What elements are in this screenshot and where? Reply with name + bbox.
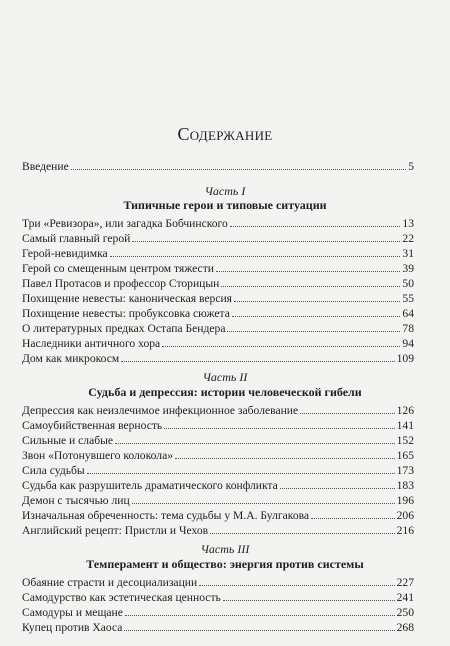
part-label: Часть II bbox=[202, 370, 248, 384]
toc-entry-page: 196 bbox=[396, 494, 414, 507]
toc-entry-label: Герой со смещенным центром тяжести bbox=[22, 262, 214, 275]
toc-entry-label: Купец против Хаоса bbox=[22, 621, 123, 634]
toc-entry[interactable] bbox=[22, 522, 414, 537]
toc-entry[interactable] bbox=[22, 589, 414, 604]
toc-entry-label: Судьба как разрушитель драматического конфликта bbox=[22, 479, 278, 492]
toc-entry-label: Демон с тысячью лиц bbox=[22, 494, 130, 507]
dot-leader bbox=[132, 230, 400, 242]
toc-entry[interactable] bbox=[22, 402, 414, 417]
toc-entry-label: Герой-невидимка bbox=[22, 247, 108, 260]
toc-entry-page: 78 bbox=[402, 322, 414, 335]
dot-leader bbox=[232, 305, 400, 317]
dot-leader bbox=[132, 492, 395, 504]
toc-entry-label: Английский рецепт: Пристли и Чехов bbox=[22, 524, 209, 537]
toc-entry-page: 268 bbox=[396, 621, 414, 634]
toc-entry-page: 152 bbox=[396, 434, 414, 447]
toc-entry-page: 5 bbox=[408, 160, 414, 173]
toc-entry-label: Павел Протасов и профессор Сторицын bbox=[22, 277, 220, 290]
part-title: Типичные герои и типовые ситуации bbox=[123, 198, 327, 212]
toc-entry-label: Изначальная обреченность: тема судьбы у М.А. Булгакова bbox=[22, 509, 310, 522]
toc-entry-page: 183 bbox=[396, 479, 414, 492]
dot-leader bbox=[164, 417, 394, 429]
toc-entry-page: 216 bbox=[396, 524, 414, 537]
toc-entry-page: 250 bbox=[396, 606, 414, 619]
toc-entry-page: 94 bbox=[402, 337, 414, 350]
toc-entry[interactable] bbox=[22, 290, 414, 305]
dot-leader bbox=[125, 604, 395, 616]
dot-leader bbox=[162, 335, 400, 347]
toc-entry-label: Звон «Потонувшего колокола» bbox=[22, 449, 174, 462]
dot-leader bbox=[110, 245, 401, 257]
dot-leader bbox=[223, 589, 395, 601]
toc-entry-page: 31 bbox=[402, 247, 414, 260]
toc-entry[interactable] bbox=[22, 275, 414, 290]
toc-entry-label: Дом как микрокосм bbox=[22, 352, 120, 365]
toc-entry-page: 64 bbox=[402, 307, 414, 320]
toc-entry-page: 39 bbox=[402, 262, 414, 275]
toc-entry[interactable] bbox=[22, 335, 414, 350]
toc-entry[interactable] bbox=[22, 320, 414, 335]
toc-entry[interactable] bbox=[22, 417, 414, 432]
part-label: Часть I bbox=[204, 184, 246, 198]
toc-entry[interactable] bbox=[22, 230, 414, 245]
dot-leader bbox=[221, 275, 400, 287]
toc-entry-label: Самый главный герой bbox=[22, 232, 131, 245]
dot-leader bbox=[210, 522, 394, 534]
toc-entry[interactable] bbox=[22, 477, 414, 492]
dot-leader bbox=[234, 290, 400, 302]
toc-entry[interactable] bbox=[22, 350, 414, 365]
toc-entry-page: 173 bbox=[396, 464, 414, 477]
toc-entry-label: Наследники античного хора bbox=[22, 337, 161, 350]
toc-entry[interactable] bbox=[22, 447, 414, 462]
page-title: Содержание bbox=[177, 124, 273, 144]
toc-entry[interactable] bbox=[22, 574, 414, 589]
toc-entry-page: 227 bbox=[396, 576, 414, 589]
toc-entry-label: Похищение невесты: пробуксовка сюжета bbox=[22, 307, 230, 320]
dot-leader bbox=[87, 462, 395, 474]
toc-entry[interactable] bbox=[22, 507, 414, 522]
part-label: Часть III bbox=[200, 542, 250, 556]
toc-entry-label: Похищение невесты: каноническая версия bbox=[22, 292, 233, 305]
toc-entry-label: Обаяние страсти и десоциализации bbox=[22, 576, 198, 589]
dot-leader bbox=[121, 350, 394, 362]
toc-entry-page: 241 bbox=[396, 591, 414, 604]
toc-entry-label: Введение bbox=[22, 160, 69, 173]
toc-entry[interactable] bbox=[22, 215, 414, 230]
dot-leader bbox=[175, 447, 395, 459]
toc-entry[interactable] bbox=[22, 245, 414, 260]
dot-leader bbox=[71, 158, 406, 170]
dot-leader bbox=[300, 402, 394, 414]
dot-leader bbox=[311, 507, 395, 519]
toc-entry-label: Самодурство как эстетическая ценность bbox=[22, 591, 221, 604]
toc-entry-label: Самоубийственная верность bbox=[22, 419, 163, 432]
toc-entry-page: 109 bbox=[396, 352, 414, 365]
toc-entry[interactable] bbox=[22, 260, 414, 275]
toc-entry-page: 22 bbox=[402, 232, 414, 245]
dot-leader bbox=[280, 477, 395, 489]
dot-leader bbox=[124, 619, 394, 631]
toc-entry[interactable] bbox=[22, 492, 414, 507]
toc-entry-page: 141 bbox=[396, 419, 414, 432]
toc-entry-page: 126 bbox=[396, 404, 414, 417]
toc-entry-page: 165 bbox=[396, 449, 414, 462]
dot-leader bbox=[115, 432, 395, 444]
part-title: Судьба и депрессия: истории человеческой гибели bbox=[88, 385, 362, 399]
toc-entry-intro[interactable] bbox=[22, 158, 414, 173]
dot-leader bbox=[227, 320, 400, 332]
toc-entry[interactable] bbox=[22, 619, 414, 634]
toc-entry-label: Сильные и слабые bbox=[22, 434, 114, 447]
dot-leader bbox=[216, 260, 400, 272]
toc-entry-label: Три «Ревизора», или загадка Бобчинского bbox=[22, 217, 228, 230]
toc-entry-label: Сила судьбы bbox=[22, 464, 85, 477]
toc-entry[interactable] bbox=[22, 462, 414, 477]
toc-entry-label: Самодуры и мещане bbox=[22, 606, 123, 619]
toc-entry-label: Депрессия как неизлечимое инфекционное заболевание bbox=[22, 404, 299, 417]
toc-entry[interactable] bbox=[22, 305, 414, 320]
toc-entry-page: 50 bbox=[402, 277, 414, 290]
toc-entry-page: 55 bbox=[402, 292, 414, 305]
toc-entry-label: О литературных предках Остапа Бендера bbox=[22, 322, 226, 335]
dot-leader bbox=[230, 215, 401, 227]
dot-leader bbox=[199, 574, 394, 586]
part-title: Темперамент и общество: энергия против системы bbox=[86, 557, 364, 571]
toc-entry[interactable] bbox=[22, 432, 414, 447]
toc-entry-page: 206 bbox=[396, 509, 414, 522]
toc-entry[interactable] bbox=[22, 604, 414, 619]
toc-entry-page: 13 bbox=[402, 217, 414, 230]
